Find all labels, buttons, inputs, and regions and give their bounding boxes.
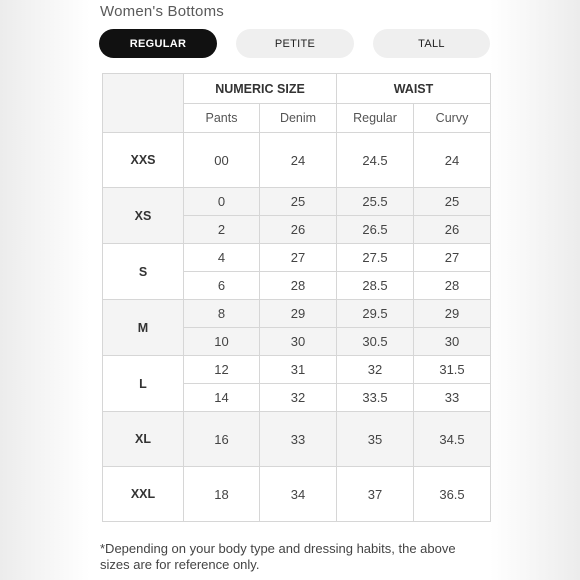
column-header-curvy: Curvy <box>414 104 491 133</box>
table-corner <box>103 74 184 133</box>
size-table <box>102 73 491 522</box>
table-cell: 36.5 <box>414 467 491 522</box>
table-cell: 26 <box>414 216 491 244</box>
table-cell: 29.5 <box>337 300 414 328</box>
table-cell: 29 <box>414 300 491 328</box>
table-cell: 34.5 <box>414 412 491 467</box>
table-cell: 33.5 <box>337 384 414 412</box>
table-cell: 28 <box>414 272 491 300</box>
table-cell: 32 <box>260 384 337 412</box>
table-cell: 25 <box>260 188 337 216</box>
table-row <box>103 244 491 272</box>
table-cell: 31.5 <box>414 356 491 384</box>
table-row <box>103 467 491 522</box>
group-header-waist: WAIST <box>337 74 491 104</box>
table-row <box>103 356 491 384</box>
table-cell: 34 <box>260 467 337 522</box>
size-label: XXS <box>103 133 184 188</box>
size-label: S <box>103 244 184 300</box>
table-cell: 35 <box>337 412 414 467</box>
size-label: XS <box>103 188 184 244</box>
table-cell: 12 <box>184 356 260 384</box>
table-row <box>103 188 491 216</box>
size-label: L <box>103 356 184 412</box>
table-cell: 10 <box>184 328 260 356</box>
table-cell: 24 <box>260 133 337 188</box>
table-cell: 16 <box>184 412 260 467</box>
table-cell: 28.5 <box>337 272 414 300</box>
table-cell: 29 <box>260 300 337 328</box>
right-backdrop <box>490 0 580 580</box>
table-cell: 24 <box>414 133 491 188</box>
tab-tall[interactable]: TALL <box>373 29 490 58</box>
size-label: XL <box>103 412 184 467</box>
table-cell: 4 <box>184 244 260 272</box>
table-cell: 30 <box>414 328 491 356</box>
table-cell: 28 <box>260 272 337 300</box>
table-cell: 30.5 <box>337 328 414 356</box>
table-cell: 25.5 <box>337 188 414 216</box>
table-cell: 33 <box>260 412 337 467</box>
table-cell: 25 <box>414 188 491 216</box>
table-cell: 27 <box>260 244 337 272</box>
table-cell: 31 <box>260 356 337 384</box>
left-backdrop <box>0 0 90 580</box>
table-cell: 26.5 <box>337 216 414 244</box>
column-header-regular: Regular <box>337 104 414 133</box>
table-cell: 2 <box>184 216 260 244</box>
table-cell: 0 <box>184 188 260 216</box>
table-cell: 32 <box>337 356 414 384</box>
table-cell: 8 <box>184 300 260 328</box>
size-label: XXL <box>103 467 184 522</box>
size-label: M <box>103 300 184 356</box>
tab-regular[interactable]: REGULAR <box>99 29 217 58</box>
table-cell: 6 <box>184 272 260 300</box>
footnote: *Depending on your body type and dressing habits, the above sizes are for reference only. <box>100 541 456 572</box>
table-cell: 27.5 <box>337 244 414 272</box>
tab-petite[interactable]: PETITE <box>236 29 354 58</box>
table-cell: 30 <box>260 328 337 356</box>
table-cell: 14 <box>184 384 260 412</box>
table-row <box>103 133 491 188</box>
column-header-denim: Denim <box>260 104 337 133</box>
section-title: Women's Bottoms <box>100 3 224 20</box>
group-header-numeric-size: NUMERIC SIZE <box>184 74 337 104</box>
table-cell: 18 <box>184 467 260 522</box>
table-cell: 00 <box>184 133 260 188</box>
table-cell: 27 <box>414 244 491 272</box>
table-row <box>103 300 491 328</box>
column-header-pants: Pants <box>184 104 260 133</box>
table-cell: 33 <box>414 384 491 412</box>
table-cell: 26 <box>260 216 337 244</box>
table-row <box>103 412 491 467</box>
size-chart-panel <box>90 0 490 580</box>
table-cell: 37 <box>337 467 414 522</box>
table-cell: 24.5 <box>337 133 414 188</box>
